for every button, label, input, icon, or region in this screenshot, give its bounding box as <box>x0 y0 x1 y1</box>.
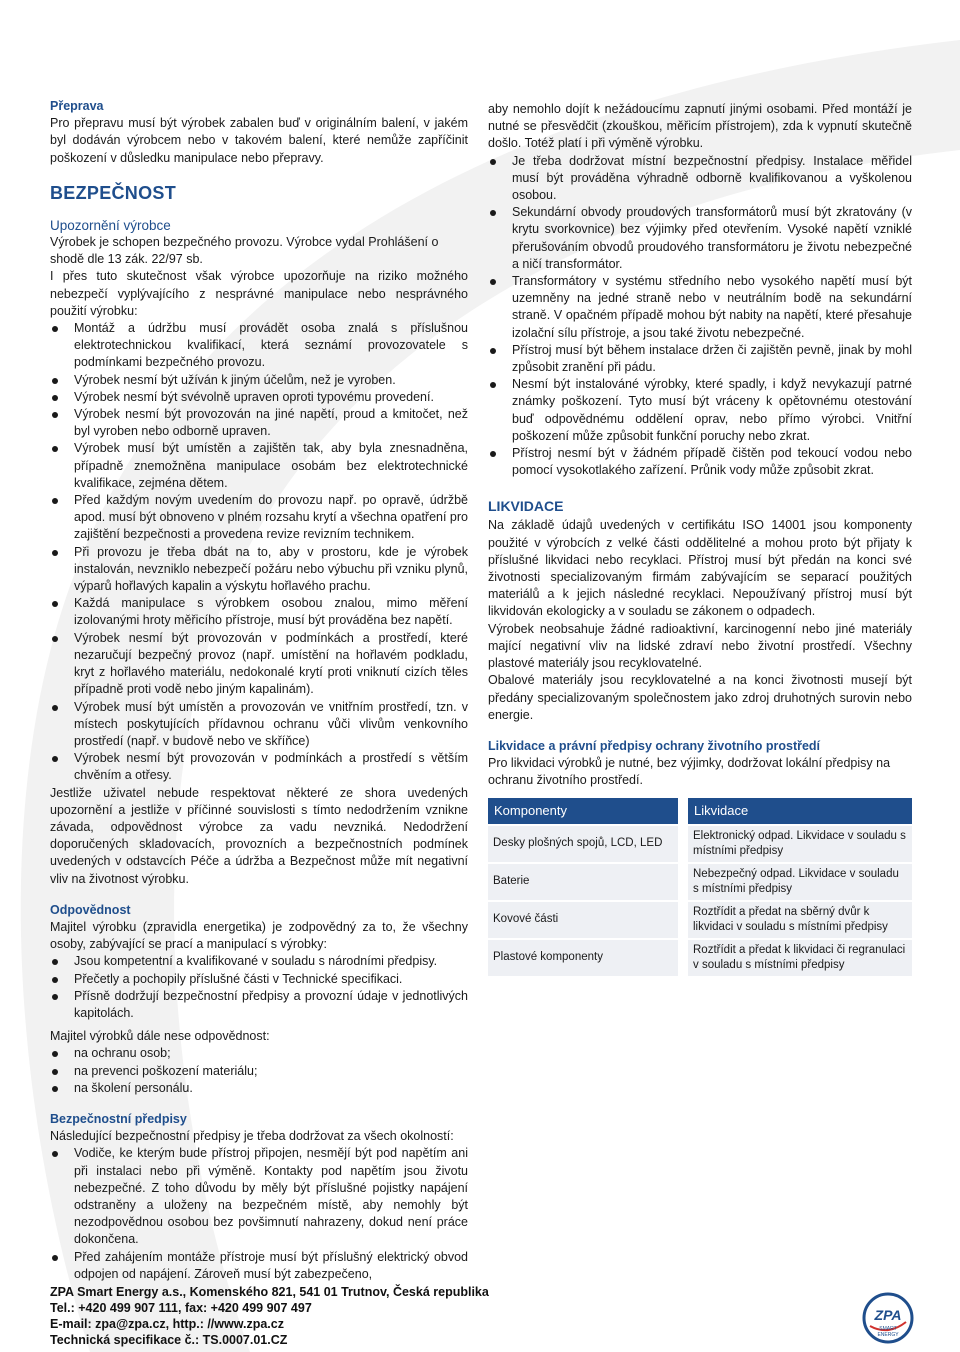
owner-intro: Majitel výrobků dále nese odpovědnost: <box>50 1029 270 1044</box>
disposal-text-3: Obalové materiály jsou recyklovatelné a na konci životnosti musejí být předány specializovaným společnostem jako zdroj druhotných surovin nebo energie. <box>488 673 912 722</box>
footer-spec: Technická specifikace č.: TS.0007.01.CZ <box>50 1333 288 1347</box>
table-cell: Kovové části <box>488 901 683 939</box>
list-item: Přístroj nesmí být v žádném případě čištěn pod tekoucí vodou nebo pomocí vysokotlakého zařízení. Průnik vody může způsobit zkrat. <box>488 445 912 479</box>
safety-list-continued <box>488 153 912 480</box>
logo-tagline-1: SMART <box>879 1326 897 1332</box>
zpa-logo <box>862 1292 914 1344</box>
list-item: Montáž a údržbu musí provádět osoba znalá s příslušnou elektrotechnickou kvalifikací, která seznámí provozovatele s podmínkami bezpečného provozu. <box>50 320 468 372</box>
list-item: Před zahájením montáže přístroje musí být příslušný elektrický obvod odpojen od napájení. Zároveň musí být zabezpečeno, <box>50 1249 468 1283</box>
disposal-text-2: Výrobek neobsahuje žádné radioaktivní, karcinogenní nebo jiné materiály mající negativní vliv na lidské zdraví nebo životní prostředí. Všechny plastové materiály jsou recyklovatelné. <box>488 621 912 671</box>
table-header-disposal: Likvidace <box>683 798 912 825</box>
safety-title: BEZPEČNOST <box>50 182 177 203</box>
disposal-table <box>488 798 912 976</box>
list-item: na školení personálu. <box>50 1080 468 1097</box>
transport-text: Pro přepravu musí být výrobek zabalen buď v originálním balení, v jakém byl dodáván výrobcem nebo v takovém balení, které nemůže zapříčinit poškození v důsledku manipulace nebo přepravy. <box>50 116 468 165</box>
list-item: Výrobek nesmí být svévolně upraven oproti typovému provedení. <box>50 389 468 406</box>
list-item: na ochranu osob; <box>50 1045 468 1062</box>
list-item: Přísně dodržují bezpečnostní předpisy a provozní údaje v jednotlivých kapitolách. <box>50 988 468 1022</box>
warning-title: Upozornění výrobce <box>50 217 171 233</box>
list-item: Vodiče, ke kterým bude přístroj připojen, nesmějí být pod napětím ani při instalaci nebo při výměně. Kontakty pod napětím jsou životu nebezpečné. Z toho důvodu by měly být příslušné pojistky napájení odstraněny a uloženy na bezpečném místě, aby nemohly být nezodpovědnou osobou bez povšimnutí nahrazeny, dokud není práce dokončena. <box>50 1145 468 1248</box>
regulations-title: Bezpečnostní předpisy <box>50 1111 187 1126</box>
legal-title: Likvidace a právní předpisy ochrany životního prostředí <box>488 738 821 753</box>
list-item: Výrobek nesmí být provozován na jiné napětí, proud a kmitočet, než byl vyroben nebo odborně upraven. <box>50 406 468 440</box>
responsibility-intro: Majitel výrobku (zpravidla energetika) je zodpovědný za to, že všechny osoby, zabývající se prací a manipulací s výrobky: <box>50 919 468 952</box>
list-item: Před každým novým uvedením do provozu např. po opravě, údržbě apod. musí být obnoveno v plném rozsahu krytí a všechna opatření pro zajištění bezpečnosti a provedena revize revizním technikem. <box>50 492 468 544</box>
responsibility-title: Odpovědnost <box>50 902 131 917</box>
list-item: Přístroj musí být během instalace držen či zajištěn pevně, jinak by mohl způsobit zranění při pádu. <box>488 342 912 376</box>
list-item: Jsou kompetentní a kvalifikované v souladu s národními předpisy. <box>50 953 468 970</box>
logo-brand: ZPA <box>874 1307 902 1323</box>
table-header-components: Komponenty <box>488 798 683 825</box>
list-item: Při provozu je třeba dbát na to, aby v prostoru, kde je výrobek instalován, nevzniklo nebezpečí požáru nebo výbuchu při vzniku plynů, výparů hořlavých kapalin a výskytu hořlavého prachu. <box>50 544 468 596</box>
disposal-text-1: Na základě údajů uvedených v certifikátu ISO 14001 jsou komponenty použité v výrobcích z velké části oddělitelné a mohou proto být přijaty k příslušné likvidaci nebo recyklaci. Přístroj musí být předán na konci své životnosti specializovaným firmám zabývajícím se separací použitých materiálů a k jejich následné recyklaci. Nepoužívaný přístroj musí být likvidován ekologicky a v souladu se zákonem o odpadech. <box>488 518 912 619</box>
regulations-list <box>50 1145 468 1283</box>
logo-tagline-2: ENERGY <box>877 1332 899 1338</box>
table-row <box>488 825 912 863</box>
list-item: Výrobek nesmí být užíván k jiným účelům, než je vyroben. <box>50 372 468 389</box>
list-item: Přečetly a pochopily příslušné části v Technické specifikaci. <box>50 971 468 988</box>
list-item: na prevenci poškození materiálu; <box>50 1063 468 1080</box>
table-cell: Elektronický odpad. Likvidace v souladu s místními předpisy <box>683 825 912 863</box>
regulations-intro: Následující bezpečnostní předpisy je třeba dodržovat za všech okolností: <box>50 1129 454 1144</box>
list-item: Výrobek nesmí být provozován v podmínkách a prostředí s větším chvěním a otřesy. <box>50 750 468 784</box>
table-cell: Baterie <box>488 863 683 901</box>
footer-company: ZPA Smart Energy a.s., Komenského 821, 541 01 Trutnov, Česká republika <box>50 1285 489 1299</box>
warning-list <box>50 320 468 784</box>
table-cell: Roztřídit a předat na sběrný dvůr k likvidaci v souladu s místními předpisy <box>683 901 912 939</box>
warning-closing: Jestliže uživatel nebude respektovat některé ze shora uvedených upozornění a jestliže v příčinné souvislosti s tímto nedodržením vznikne závada, odpovědnost výrobce za vadu nevzniká. Nedodržení doporučených skladovacích, provozních a bezpečnostních podmínek uvedených v odstavcích Péče a údržba a Bezpečnost může mít negativní vliv na životnost výrobku. <box>50 785 468 886</box>
list-item: Sekundární obvody proudových transformátorů musí být zkratovány (v krytu svorkovnice) bez výjimky před otevřením. Vysoké napětí vzniklé přerušováním obvodů proudového transformátoru je životu nebezpečné a ničí transformátor. <box>488 204 912 273</box>
table-cell: Roztřídit a předat k likvidaci či regranulaci v souladu s místními předpisy <box>683 939 912 976</box>
footer-email: E-mail: zpa@zpa.cz, http.: //www.zpa.cz <box>50 1317 284 1331</box>
table-row <box>488 863 912 901</box>
owner-list <box>50 1045 468 1097</box>
list-item: Výrobek nesmí být provozován v podmínkách a prostředí, které nezaručují bezpečný provoz (např. umístění na hořlavém podkladu, kryt z hořlavého materiálu, nedokonalé krytí proti vniknutí cizích těles případně proti vodě nebo jiným kapalinám). <box>50 630 468 699</box>
table-cell: Nebezpečný odpad. Likvidace v souladu s místními předpisy <box>683 863 912 901</box>
table-header-row <box>488 798 912 825</box>
table-cell: Plastové komponenty <box>488 939 683 976</box>
list-item: Je třeba dodržovat místní bezpečnostní předpisy. Instalace měřidel musí být prováděna výhradně odborně kvalifikovanou a vyškolenou osobou. <box>488 153 912 205</box>
legal-text: Pro likvidaci výrobků je nutné, bez výjimky, dodržovat lokální předpisy na ochranu životního prostředí. <box>488 756 891 788</box>
table-row <box>488 939 912 976</box>
warning-text-1: Výrobek je schopen bezpečného provozu. Výrobce vydal Prohlášení o shodě dle 13 zák. 22/97 sb. <box>50 235 439 267</box>
list-item: Výrobek musí být umístěn a provozován ve vnitřním prostředí, tzn. v místech poskytujících přídavnou ochranu vůči vlivům venkovního prostředí (např. v budově nebo ve skříňce) <box>50 699 468 751</box>
transport-title: Přeprava <box>50 99 104 113</box>
left-column <box>50 98 468 1283</box>
right-column <box>488 101 912 976</box>
list-item: Každá manipulace s výrobkem osobou znalou, mimo měření izolovanými hroty měřicího přístroje, musí být prováděna bez napětí. <box>50 595 468 629</box>
warning-text-2: I přes tuto skutečnost však výrobce upozorňuje na riziko možného nebezpečí vyplývajícího z nesprávné manipulace nebo nesprávného použití výrobku: <box>50 269 468 318</box>
disposal-title: LIKVIDACE <box>488 498 564 515</box>
table-row <box>488 901 912 939</box>
responsibility-list <box>50 953 468 1022</box>
list-item: Nesmí být instalováné výrobky, které spadly, i když nevykazují patrné známky poškození. Tyto musí být vráceny k opětovnému otestování buď odpovědnému oddělení oprav, nebo přímo výrobci. Vnitřní poškození může způsobit funkční poruchy nebo zkrat. <box>488 376 912 445</box>
list-item: Výrobek musí být umístěn a zajištěn tak, aby byla znesnadněna, případně znemožněna manipulace osobám bez elektrotechnické kvalifikace, zejména dětem. <box>50 440 468 492</box>
footer <box>50 1284 489 1348</box>
continuation-text: aby nemohlo dojít k nežádoucímu zapnutí jinými osobami. Před montáží je nutné se přesvědčit (zkouškou, měřicím přístrojem), zda k vypnutí skutečně došlo. Totéž platí i při výměně výrobku. <box>488 102 912 151</box>
list-item: Transformátory v systému středního nebo vysokého napětí musí být uzemněny na jedné straně nebo v neutrálním bodě na sekundární straně. V opačném případě mohou být nabity na napětí, které přesahuje izolační sílu přístroje, a jsou také životu nebezpečné. <box>488 273 912 342</box>
footer-phone: Tel.: +420 499 907 111, fax: +420 499 907 497 <box>50 1301 312 1315</box>
table-cell: Desky plošných spojů, LCD, LED <box>488 825 683 863</box>
